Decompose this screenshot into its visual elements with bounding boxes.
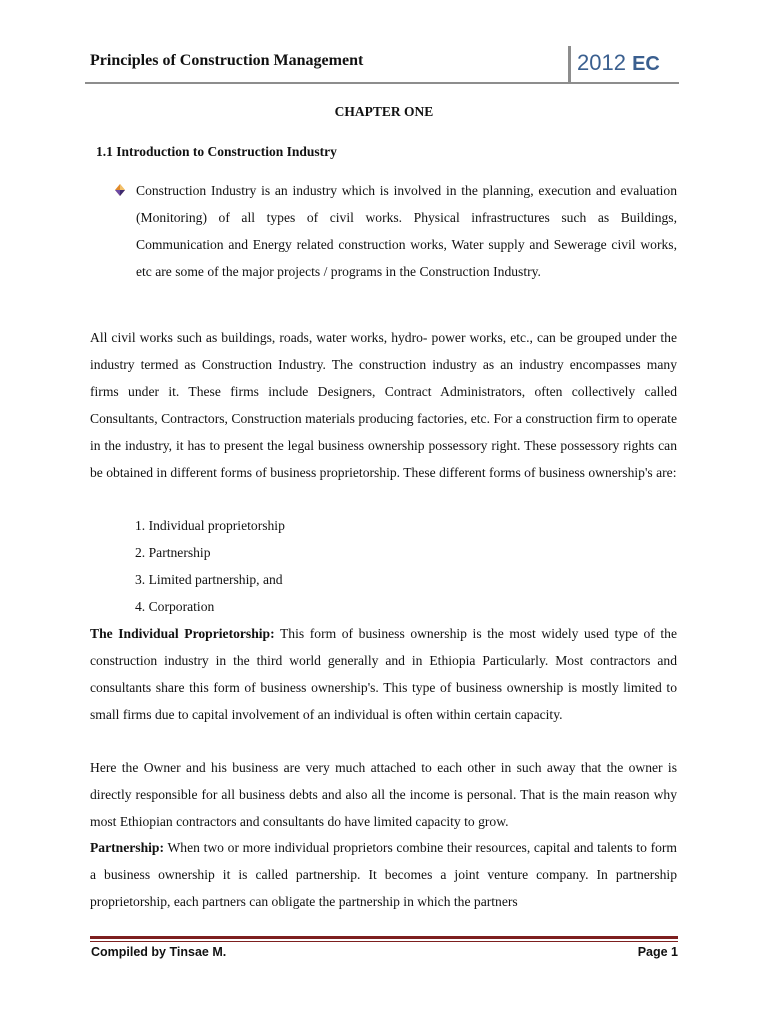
- header-divider: [568, 46, 571, 82]
- page-number: Page 1: [637, 945, 678, 959]
- footer-author: Compiled by Tinsae M.: [91, 945, 227, 959]
- header-year: [577, 50, 660, 76]
- list-item: 2. Partnership: [135, 545, 211, 560]
- chapter-title: CHAPTER ONE: [334, 104, 434, 119]
- partnership-label: Partnership:: [90, 840, 165, 855]
- individual-proprietorship-label: The Individual Proprietorship:: [90, 626, 275, 641]
- individual-proprietorship-text: This form of business ownership is the most widely used type of the construction industry in the third world generally and in Ethiopia Particularly. Most contractors and consultants share this form of business ownership's. This type of business ownership is mostly limited to small firms due to capital involvement of an individual is often within certain capacity.: [90, 626, 677, 722]
- header-rule: [85, 82, 679, 84]
- footer-rule-thin: [90, 941, 678, 942]
- header-year-suffix: EC: [632, 53, 660, 75]
- ownership-forms-list: [135, 512, 285, 620]
- section-heading: 1.1 Introduction to Construction Industry: [96, 144, 337, 159]
- list-item: 1. Individual proprietorship: [135, 518, 285, 533]
- arrow-bullet-icon: [115, 184, 125, 196]
- intro-paragraph: All civil works such as buildings, roads, water works, hydro- power works, etc., can be grouped under the industry termed as Construction Industry. The construction industry as an industry encompasses many firms under it. These firms include Designers, Contract Administrators, often collectively called Consultants, Contractors, Construction materials producing factories, etc. For a construction firm to operate in the industry, it has to present the legal business ownership possessory right. These possessory rights can be obtained in different forms of business proprietorship. These different forms of business ownership's are:: [90, 330, 677, 480]
- list-item: 3. Limited partnership, and: [135, 572, 283, 587]
- bullet-paragraph: Construction Industry is an industry which is involved in the planning, execution and evaluation (Monitoring) of all types of civil works. Physical infrastructures such as Buildings, Communication and Energy related construction works, Water supply and Sewerage civil works, etc are some of the major projects / programs in the Construction Industry.: [136, 183, 677, 279]
- footer-rule-thick: [90, 936, 678, 939]
- individual-proprietorship-paragraph: [90, 620, 677, 728]
- partnership-text: When two or more individual proprietors combine their resources, capital and talents to form a business ownership it is called partnership. It becomes a joint venture company. In partnership proprietorship, each partners can obligate the partnership in which the partners: [90, 840, 677, 909]
- list-item: 4. Corporation: [135, 599, 215, 614]
- header-title: Principles of Construction Management: [90, 52, 364, 69]
- owner-paragraph: Here the Owner and his business are very much attached to each other in such away that the owner is directly responsible for all business debts and also all the income is personal. That is the main reason why most Ethiopian contractors and consultants do have limited capacity to grow.: [90, 760, 677, 829]
- partnership-paragraph: [90, 834, 677, 915]
- header-year-number: 2012: [577, 50, 626, 75]
